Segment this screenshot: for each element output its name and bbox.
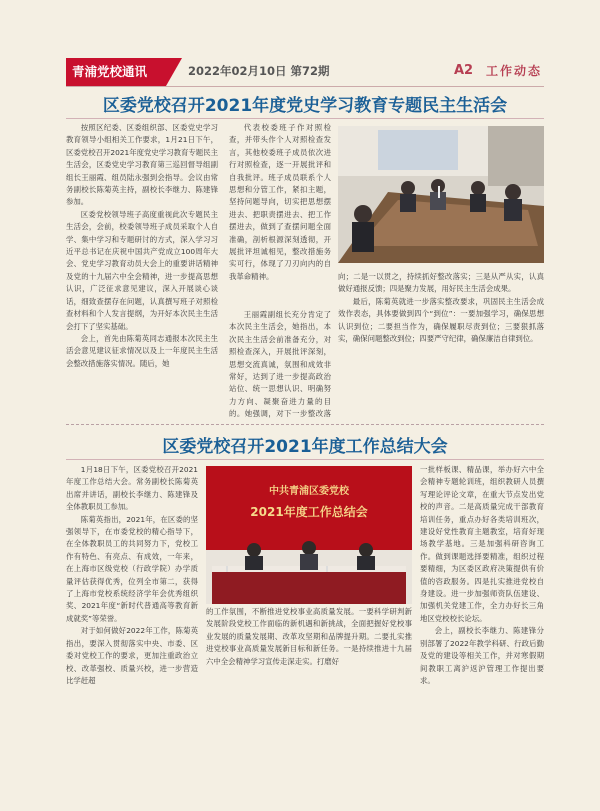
article-1-column-2-bottom [229, 309, 331, 421]
article-2-column-1 [66, 464, 198, 780]
conference-photo [206, 466, 412, 604]
article-2-column-3 [420, 464, 544, 780]
paragraph: 向；二是一以贯之，持续抓好整改落实；三是从严从实，认真做好通报反馈；四是聚力发展，用好民主生活会成果。 [338, 272, 544, 294]
paragraph: 对于如何做好2022年工作，陈菊英指出，要深入贯彻落实中央、市委、区委对党校工作的要求，更加注重政治立校、改革强校、质量兴校，进一步营造比学赶超 [66, 626, 198, 685]
article-1-column-1 [66, 122, 218, 420]
article-2-title-rule [66, 459, 544, 460]
article-1-title: 区委党校召开2021年度党史学习教育专题民主生活会 [102, 96, 508, 116]
paragraph: 陈菊英指出，2021年，在区委的坚强领导下，在市委党校的精心指导下，在全体教职员工的共同努力下，党校工作有特色、有亮点、有成效，一年来，在上海市区级党校（行政学院）办学质量评估获得优秀，位列全市第二，获得了上海市党校系统经济学年会优秀组织奖、2021年度“新时代普通高等教育新成就奖”等荣誉。 [66, 514, 198, 623]
paragraph: 会上，首先由陈菊英同志通报本次民主生活会意见建议征求情况以及上一年度民主生活会整改措施落实情况。随后，她 [66, 333, 218, 368]
paragraph: 按照区纪委、区委组织部、区委党史学习教育领导小组相关工作要求，1月21日下午，区委党校召开2021年度党史学习教育专题民主生活会，区委党史学习教育第三巡回督导组副组长王丽霞、组员陆永强到会指导。会议由常务副校长陈菊英主持，副校长李继力、陈建锋参加。 [66, 123, 218, 207]
newspaper-masthead: 青浦党校通讯 [72, 64, 148, 79]
paragraph: 1月18日下午，区委党校召开2021年度工作总结大会。常务副校长陈菊英出席并讲话，副校长李继力、陈建锋及全体教职员工参加。 [66, 465, 198, 512]
article-1-column-2-top [229, 122, 331, 308]
paragraph: 最后，陈菊英就进一步落实整改要求，巩固民主生活会成效作表态，具体要做到四个“到位”：一要加强学习，确保思想认识到位；二要担当作为，确保履职尽责到位；三要狠抓落实，确保问题整改到位；四要严守纪律，确保廉洁自律到位。 [338, 296, 544, 344]
article-divider [66, 424, 544, 425]
paragraph: 王丽霞副组长充分肯定了本次民主生活会，她指出，本次民主生活会前准备充分，对照检查深入，开展批评深刻，思想交流真诚，氛围和成效非常好，达到了进一步提高政治站位、统一思想认识、明确努力方向、凝聚奋进力量的目的。她强调，对下一步整改落 [229, 310, 331, 419]
article-1-title-rule [66, 118, 544, 119]
meeting-photo [338, 126, 544, 263]
article-2-title: 区委党校召开2021年度工作总结大会 [162, 437, 448, 457]
banner-text-2: 2021年度工作总结会 [250, 505, 368, 519]
header-rule [66, 86, 544, 87]
masthead-corner [166, 58, 182, 86]
paragraph: 的工作氛围，不断推进党校事业高质量发展。一要科学研判新发展阶段党校工作面临的新机遇和新挑战，全面把握好党校事业发展的质量发展期、改革攻坚期和品牌提升期。二要扎实推进党校事业高质量发展新目标和新任务。一是持续推进十九届六中全会精神学习宣传走深走实。打磨好 [206, 607, 412, 666]
article-1-column-3 [338, 271, 544, 421]
paragraph: 一批样板课、精品课，举办好六中全会精神专题轮训班，组织教研人员撰写理论评论文章，在重大节点发出党校的声音。二是高质量完成干部教育培训任务，重点办好各类培训班次，建设好党性教育主题教室，培育好现场教学基地。三是加强科研咨询工作。做到课题选择要精准，组织过程要精细，为区委区政府决策提供有价值的咨政服务。四是扎实推进党校自身建设。进一步加强师资队伍建设、加强机关党建工作，全力办好长三角地区党校校长论坛。 [420, 465, 544, 623]
article-2-column-2 [206, 606, 412, 734]
banner-text-1: 中共青浦区委党校 [269, 486, 349, 497]
paragraph: 区委党校领导班子高度重视此次专题民主生活会，会前，校委领导班子成员采取个人自学、集中学习和专题研讨的方式，深入学习习近平总书记在庆祝中国共产党成立100周年大会、党史学习教育动员大会上的重要讲话精神及党的十九届六中全会精神，进一步提高思想认识，广泛征求意见建议，深入开展谈心谈话，细致查摆存在问题，认真撰写班子对照检查材料和个人发言提纲，为开好本次民主生活会打下了坚实基础。 [66, 209, 218, 331]
page-number: A2 [454, 63, 474, 78]
issue-date: 2022年02月10日 第72期 [188, 64, 330, 78]
section-name: 工作动态 [486, 64, 543, 78]
paragraph: 会上，副校长李继力、陈建锋分别部署了2022年教学科研、行政后勤及党的建设等相关工作，并对寒假期间教职工离沪返沪管理工作提出要求。 [420, 626, 544, 685]
paragraph: 代表校委班子作对照检查，并带头作个人对照检查发言，其他校委班子成员依次进行对照检查，逐一开展批评和自我批评。班子成员联系个人思想和分管工作，紧扣主题，坚持问题导向，切实把思想摆进去、把职责摆进去、把工作摆进去，做到了查摆问题全面准确，剖析根源深刻透彻，开展批评坦诚相见，整改措施务实可行，体现了刀刃向内的自我革命精神。 [229, 123, 331, 281]
